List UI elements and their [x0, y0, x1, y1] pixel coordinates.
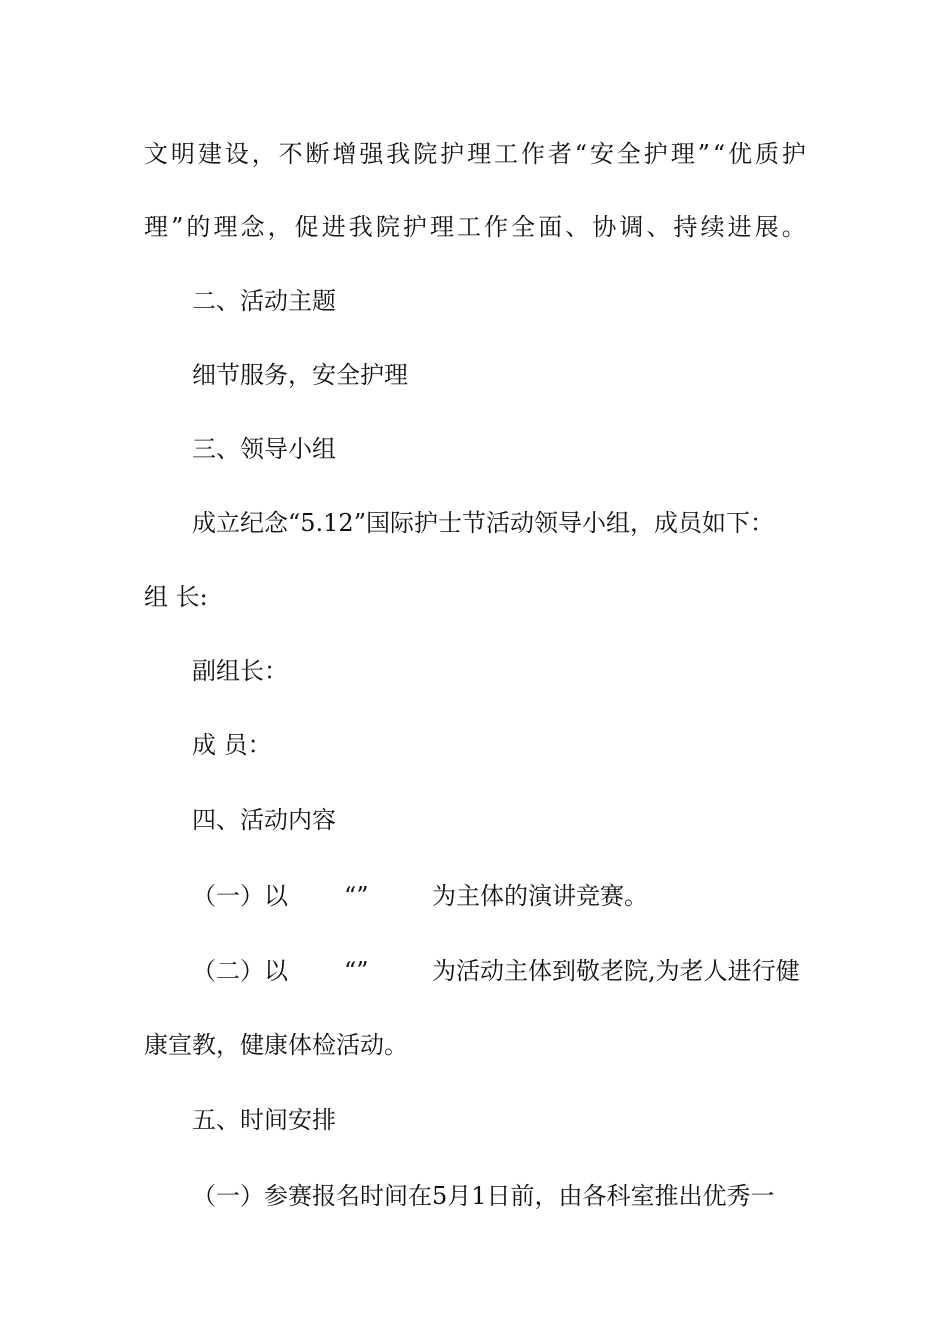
glyph: 协 — [592, 213, 617, 241]
glyph: 工 — [493, 140, 518, 168]
glyph: 工 — [457, 213, 482, 241]
glyph: 护 — [643, 140, 668, 168]
paragraph-line: 细节服务，安全护理 — [192, 361, 408, 389]
paragraph-line — [144, 211, 806, 243]
glyph: 作 — [484, 213, 509, 241]
glyph: 调 — [619, 213, 644, 241]
glyph: 院 — [413, 140, 438, 168]
glyph: 续 — [700, 213, 725, 241]
glyph: 理 — [467, 140, 492, 168]
glyph: 面 — [538, 213, 563, 241]
list-item-text: 为主体的演讲竞赛。 — [432, 882, 648, 910]
glyph: ” — [697, 140, 710, 168]
glyph: 院 — [375, 213, 400, 241]
glyph: “ — [712, 140, 726, 168]
glyph: 增 — [332, 140, 357, 168]
section-heading: 五、时间安排 — [192, 1106, 336, 1134]
glyph: 、 — [646, 213, 671, 241]
glyph: 设 — [224, 140, 249, 168]
glyph: 护 — [440, 140, 465, 168]
glyph: 理 — [670, 140, 695, 168]
glyph: 、 — [565, 213, 590, 241]
glyph: 念 — [240, 213, 265, 241]
paragraph-line: 成 员： — [192, 731, 272, 759]
glyph: 护 — [781, 140, 806, 168]
paragraph-line — [144, 138, 806, 170]
paragraph-line: 成立纪念“5.12”国际护士节活动领导小组，成员如下： — [192, 509, 774, 537]
glyph: 护 — [402, 213, 427, 241]
glyph: 优 — [728, 140, 753, 168]
list-item-quote: “” — [344, 882, 369, 910]
glyph: 我 — [386, 140, 411, 168]
glyph: 安 — [589, 140, 614, 168]
glyph: ， — [267, 213, 292, 241]
glyph: 进 — [321, 213, 346, 241]
glyph: 者 — [547, 140, 572, 168]
list-item-text: 为活动主体到敬老院,为老人进行健 — [432, 957, 800, 985]
glyph: 理 — [144, 213, 168, 241]
list-item-prefix: （一）以 — [192, 882, 288, 910]
glyph: 进 — [727, 213, 752, 241]
glyph: 强 — [359, 140, 384, 168]
list-item-quote: “” — [344, 957, 369, 985]
glyph: 展 — [754, 213, 779, 241]
glyph: ， — [251, 140, 276, 168]
glyph: 理 — [213, 213, 238, 241]
glyph: 全 — [511, 213, 536, 241]
glyph: 。 — [781, 213, 806, 241]
glyph: 不 — [278, 140, 303, 168]
glyph: 全 — [616, 140, 641, 168]
glyph: “ — [574, 140, 588, 168]
paragraph-line: 康宣教，健康体检活动。 — [144, 1031, 408, 1059]
glyph: 促 — [294, 213, 319, 241]
glyph: 建 — [197, 140, 222, 168]
paragraph-line: 组 长: — [144, 583, 208, 611]
paragraph-line: （一）参赛报名时间在5月1日前，由各科室推出优秀一 — [192, 1182, 775, 1210]
list-item-prefix: （二）以 — [192, 957, 288, 985]
glyph: 明 — [170, 140, 195, 168]
paragraph-line: 副组长： — [192, 657, 288, 685]
glyph: 我 — [348, 213, 373, 241]
glyph: ” — [171, 213, 184, 241]
section-heading: 二、活动主题 — [192, 287, 336, 315]
glyph: 理 — [429, 213, 454, 241]
section-heading: 四、活动内容 — [192, 806, 336, 834]
glyph: 持 — [673, 213, 698, 241]
section-heading: 三、领导小组 — [192, 435, 336, 463]
glyph: 质 — [754, 140, 779, 168]
glyph: 作 — [520, 140, 545, 168]
glyph: 的 — [186, 213, 211, 241]
glyph: 断 — [305, 140, 330, 168]
glyph: 文 — [144, 140, 168, 168]
